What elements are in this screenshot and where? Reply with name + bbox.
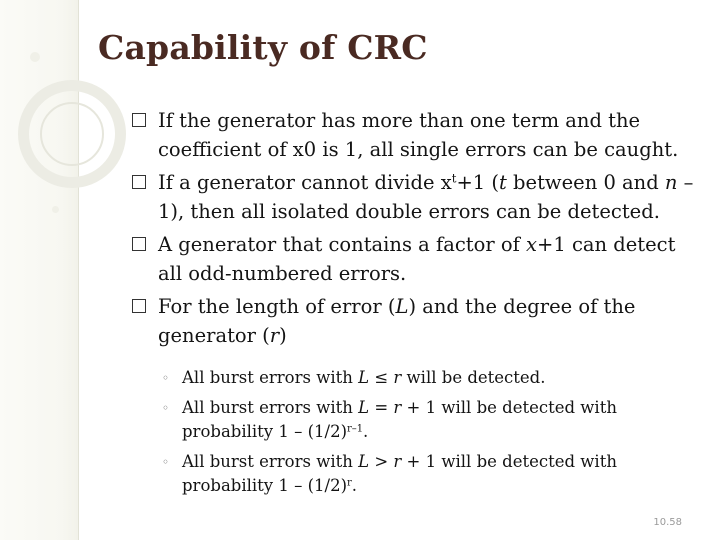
exponent: r <box>347 477 352 489</box>
ring-bullet-icon: ◦ <box>162 455 170 469</box>
bullet-text-post: +1 can detect all odd-numbered errors. <box>158 233 676 285</box>
bullet-text-pre: For the length of error ( <box>158 295 396 318</box>
variable-x: x <box>526 233 538 256</box>
variable-r: r <box>393 452 402 471</box>
square-bullet-icon <box>132 299 146 313</box>
ring-bullet-icon: ◦ <box>162 401 170 415</box>
decorative-dot-icon <box>52 206 59 213</box>
variable-t: t <box>499 171 507 194</box>
slide-content <box>132 106 702 504</box>
bullet-text-pre: If a generator cannot divide x <box>158 171 452 194</box>
variable-L: L <box>358 398 370 417</box>
bullet-double-errors <box>132 168 702 226</box>
variable-L: L <box>358 452 370 471</box>
sub-bullet-le <box>132 366 702 390</box>
exponent-t: t <box>451 171 457 186</box>
exponent: r–1 <box>347 423 363 435</box>
variable-n: n <box>664 171 678 194</box>
square-bullet-icon <box>132 175 146 189</box>
sub-bullet-gt <box>132 450 702 498</box>
bullet-single-errors <box>132 106 702 164</box>
bullet-text-pre: A generator that contains a factor of <box>158 233 527 256</box>
variable-r: r <box>269 324 280 347</box>
bullet-text-post: ) <box>279 324 287 347</box>
sub-text-end: . <box>351 476 358 495</box>
variable-r: r <box>393 398 402 417</box>
sub-text-end: . <box>363 422 369 441</box>
sub-bullet-list <box>132 366 702 498</box>
slide-title: Capability of CRC <box>98 28 428 67</box>
sub-text-post: + 1 will be detected with probability 1 – (1/2) <box>182 452 617 495</box>
page-number: 10.58 <box>653 517 682 528</box>
bullet-text-mid: ) and the degree of the generator ( <box>158 295 636 347</box>
sub-text-pre: All burst errors with <box>182 452 359 471</box>
square-bullet-icon <box>132 237 146 251</box>
sub-text-pre: All burst errors with <box>182 398 359 417</box>
bullet-text: If the generator has more than one term and the coefficient of x0 is 1, all single errors can be caught. <box>158 109 679 161</box>
operator: ≤ <box>369 368 394 387</box>
bullet-text-mid: +1 ( <box>456 171 500 194</box>
operator: > <box>369 452 394 471</box>
bullet-text-post: – 1), then all isolated double errors can be detected. <box>158 171 694 223</box>
variable-L: L <box>358 368 370 387</box>
variable-r: r <box>393 368 402 387</box>
bullet-text-mid: between 0 and <box>506 171 665 194</box>
sub-text-pre: All burst errors with <box>182 368 359 387</box>
decorative-dot-icon <box>30 52 40 62</box>
bullet-odd-errors <box>132 230 702 288</box>
decorative-inner-ring-icon <box>40 102 104 166</box>
ring-bullet-icon: ◦ <box>162 371 170 385</box>
operator: = <box>369 398 394 417</box>
sub-bullet-eq <box>132 396 702 444</box>
sub-text-post: + 1 will be detected with probability 1 – (1/2) <box>182 398 617 441</box>
bullet-burst-errors <box>132 292 702 350</box>
square-bullet-icon <box>132 113 146 127</box>
variable-L: L <box>395 295 409 318</box>
sub-text-post: will be detected. <box>401 368 546 387</box>
